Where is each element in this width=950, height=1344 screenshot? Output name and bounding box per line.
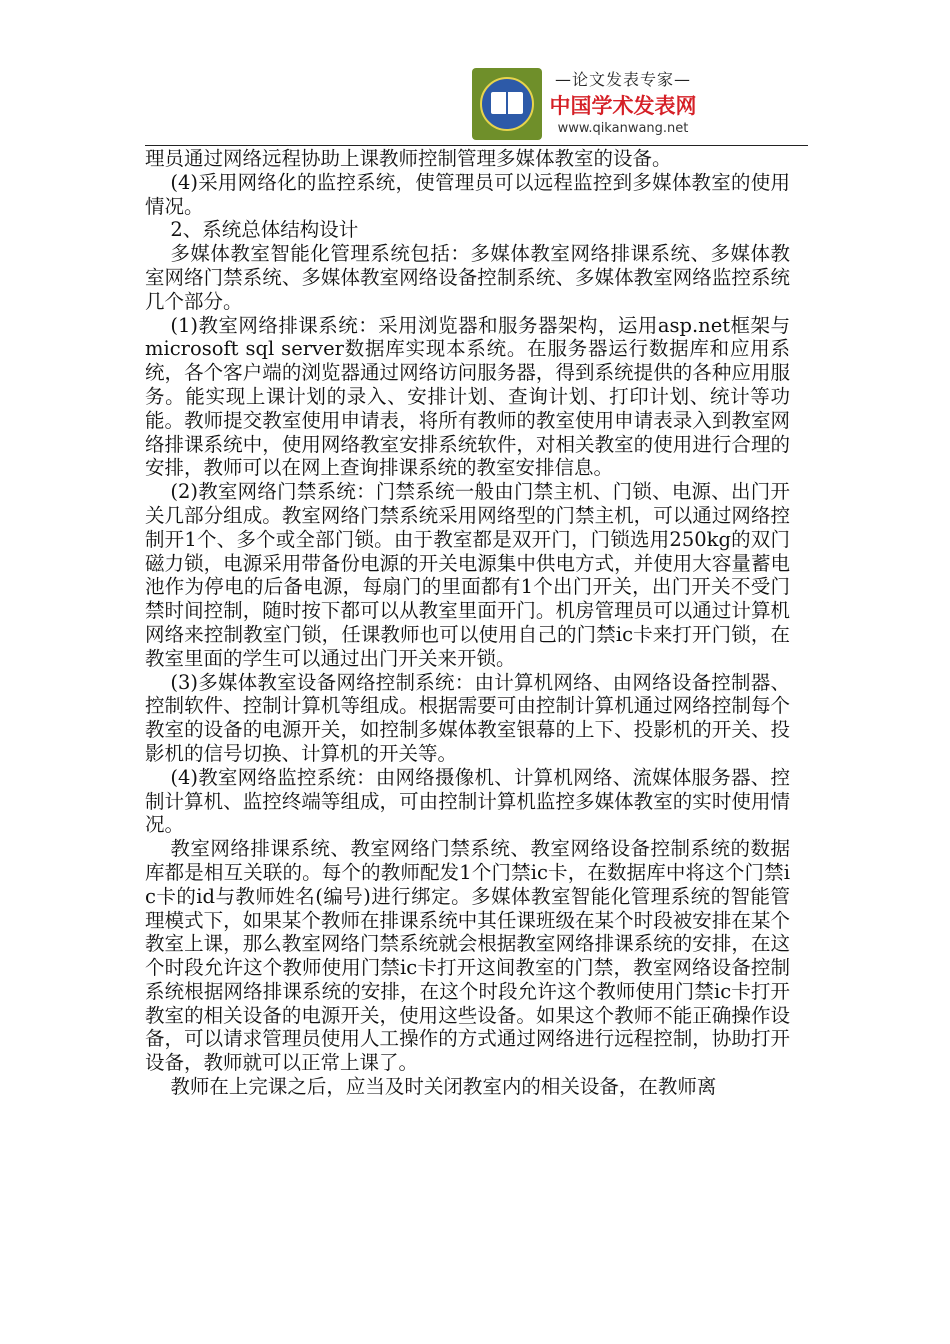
logo-tagline: —论文发表专家— [554, 70, 691, 89]
paragraph-database-integration: 教室网络排课系统、教室网络门禁系统、教室网络设备控制系统的数据库都是相互关联的。每个的教师配发1个门禁ic卡，在数据库中将这个门禁ic卡的id与教师姓名(编号)进行绑定。多媒体教室智能化管理系统的智能管理模式下，如果某个教师在排课系统中其任课班级在某个时段被安排在某个教室上课，那么教室网络门禁系统就会根据教室网络排课系统的安排，在这个时段允许这个教师使用门禁ic卡打开这间教室的门禁，教室网络设备控制系统根据网络排课系统的安排，在这个时段允许这个教师使用门禁ic卡打开教室的相关设备的电源开关，使用这些设备。如果这个教师不能正确操作设备，可以请求管理员使用人工操作的方式通过网络进行远程控制，协助打开设备，教师就可以正常上课了。 [145, 837, 790, 1075]
logo-text [546, 66, 700, 142]
paragraph-continuation: 理员通过网络远程协助上课教师控制管理多媒体教室的设备。 [145, 147, 672, 170]
paragraph-access-control-system: (2)教室网络门禁系统：门禁系统一般由门禁主机、门锁、电源、出门开关几部分组成。教室网络门禁系统采用网络型的门禁主机，可以通过网络控制开1个、多个或全部门锁。由于教室都是双开门，门锁选用250kg的双门磁力锁，电源采用带备份电源的开关电源集中供电方式，并使用大容量蓄电池作为停电的后备电源，每扇门的里面都有1个出门开关，出门开关不受门禁时间控制，随时按下都可以从教室里面开门。机房管理员可以通过计算机网络来控制教室门锁，任课教师也可以使用自己的门禁ic卡来打开门锁，在教室里面的学生可以通过出门开关来开锁。 [145, 480, 790, 670]
site-logo[interactable] [472, 66, 700, 142]
logo-name: 中国学术发表网 [549, 94, 697, 118]
book-emblem-icon [472, 68, 542, 140]
paragraph-overview: 多媒体教室智能化管理系统包括：多媒体教室网络排课系统、多媒体教室网络门禁系统、多媒体教室网络设备控制系统、多媒体教室网络监控系统几个部分。 [145, 242, 790, 313]
document-body [145, 147, 790, 1099]
paragraph-item-4: (4)采用网络化的监控系统，使管理员可以远程监控到多媒体教室的使用情况。 [145, 170, 790, 218]
paragraph-monitoring-system: (4)教室网络监控系统：由网络摄像机、计算机网络、流媒体服务器、控制计算机、监控终端等组成，可由控制计算机监控多媒体教室的实时使用情况。 [145, 765, 790, 837]
paragraph-after-class: 教师在上完课之后，应当及时关闭教室内的相关设备，在教师离 [170, 1075, 717, 1099]
logo-url: www.qikanwang.net [557, 121, 689, 136]
paragraph-scheduling-system: (1)教室网络排课系统：采用浏览器和服务器架构，运用asp.net框架与 microsoft sql server数据库实现本系统。在服务器运行数据库和应用系统，各个客户端的浏览器通过网络访问服务器，得到系统提供的各种应用服务。能实现上课计划的录入、安排计划、查询计划、打印计划、统计等功能。教师提交教室使用申请表，将所有教师的教室使用申请表录入到教室网络排课系统中，使用网络教室安排系统软件，对相关教室的使用进行合理的安排，教师可以在网上查询排课系统的教室安排信息。 [145, 313, 790, 480]
header-divider [145, 145, 808, 146]
page-header [145, 66, 808, 144]
paragraph-device-control-system: (3)多媒体教室设备网络控制系统：由计算机网络、由网络设备控制器、控制软件、控制计算机等组成。根据需要可由控制计算机通过网络控制每个教室的设备的电源开关，如控制多媒体教室银幕的上下、投影机的开关、投影机的信号切换、计算机的开关等。 [145, 670, 790, 765]
section-heading: 2、系统总体结构设计 [170, 218, 359, 242]
book-icon [491, 92, 523, 114]
